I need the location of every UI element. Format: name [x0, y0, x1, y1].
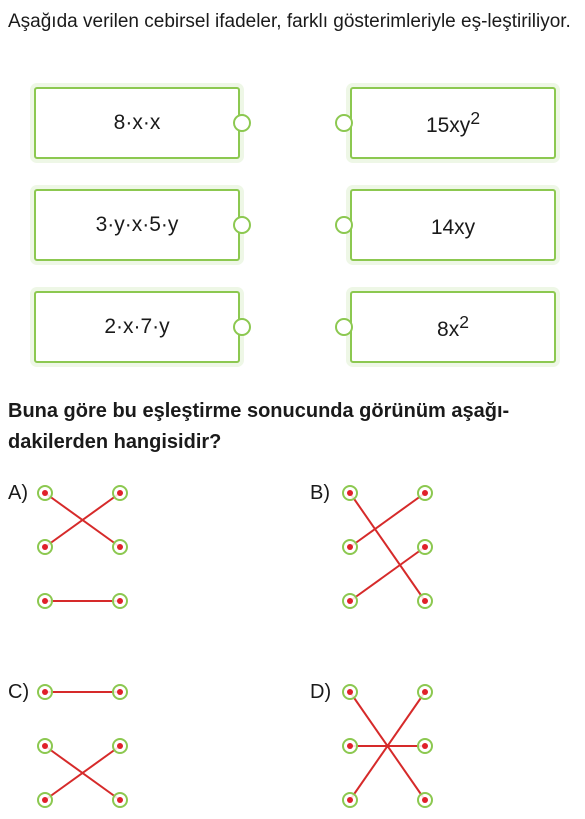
option-b-line-3 — [350, 547, 425, 601]
right-connector-1[interactable] — [335, 114, 353, 132]
option-c-left-dot-1 — [42, 689, 48, 695]
right-card-2-text — [431, 210, 475, 240]
option-d-left-dot-3 — [347, 797, 353, 803]
option-c-diagram[interactable] — [32, 681, 132, 811]
option-a-diagram[interactable] — [32, 482, 132, 612]
option-c-left-dot-2 — [42, 743, 48, 749]
option-d-left-dot-1 — [347, 689, 353, 695]
right-card-1-base: 15xy — [425, 114, 471, 137]
left-connector-2[interactable] — [233, 216, 251, 234]
left-card-2[interactable] — [34, 189, 240, 261]
right-card-1[interactable] — [350, 87, 556, 159]
right-card-3-exponent: 2 — [459, 312, 469, 332]
option-b-right-dot-2 — [422, 544, 428, 550]
intro-text: Aşağıda verilen cebirsel ifadeler, farklı gösterimleriyle eş-leştiriliyor. — [8, 11, 571, 32]
left-card-1-text: 8·x·x — [113, 111, 161, 134]
option-b-left-dot-2 — [347, 544, 353, 550]
option-c-right-dot-1 — [117, 689, 123, 695]
option-c-right-dot-3 — [117, 797, 123, 803]
right-card-3-text — [437, 312, 469, 342]
option-c-left-dot-3 — [42, 797, 48, 803]
option-d-diagram[interactable] — [337, 681, 437, 811]
option-b-label: B) — [310, 482, 330, 504]
right-card-2[interactable] — [350, 189, 556, 261]
right-connector-3[interactable] — [335, 318, 353, 336]
option-a-right-dot-1 — [117, 490, 123, 496]
option-d-right-dot-2 — [422, 743, 428, 749]
right-card-3[interactable] — [350, 291, 556, 363]
right-card-2-base: 14xy — [430, 216, 476, 239]
right-card-3-base: 8x — [437, 318, 460, 341]
option-a-label: A) — [8, 482, 28, 504]
option-b-right-dot-1 — [422, 490, 428, 496]
left-connector-3[interactable] — [233, 318, 251, 336]
option-a-left-dot-1 — [42, 490, 48, 496]
option-b-left-dot-1 — [347, 490, 353, 496]
option-a-left-dot-2 — [42, 544, 48, 550]
option-a-right-dot-2 — [117, 544, 123, 550]
option-a-right-dot-3 — [117, 598, 123, 604]
option-c-label: C) — [8, 681, 30, 703]
right-connector-2[interactable] — [335, 216, 353, 234]
question-text: Buna göre bu eşleştirme sonucunda görünüm aşağı-dakilerden hangisidir? — [8, 400, 510, 453]
left-card-3[interactable] — [34, 291, 240, 363]
left-connector-1[interactable] — [233, 114, 251, 132]
right-card-1-text — [426, 108, 480, 138]
right-card-1-exponent: 2 — [470, 108, 481, 128]
option-b-line-1 — [350, 493, 425, 601]
left-card-1[interactable] — [34, 87, 240, 159]
option-b-diagram[interactable] — [337, 482, 437, 612]
option-c-right-dot-2 — [117, 743, 123, 749]
left-card-3-text: 2·x·7·y — [104, 315, 170, 338]
option-b-right-dot-3 — [422, 598, 428, 604]
left-card-2-text: 3·y·x·5·y — [95, 213, 179, 236]
option-d-label: D) — [310, 681, 332, 703]
option-b-left-dot-3 — [347, 598, 353, 604]
option-d-right-dot-3 — [422, 797, 428, 803]
option-d-left-dot-2 — [347, 743, 353, 749]
option-b-line-2 — [350, 493, 425, 547]
option-d-right-dot-1 — [422, 689, 428, 695]
option-a-left-dot-3 — [42, 598, 48, 604]
